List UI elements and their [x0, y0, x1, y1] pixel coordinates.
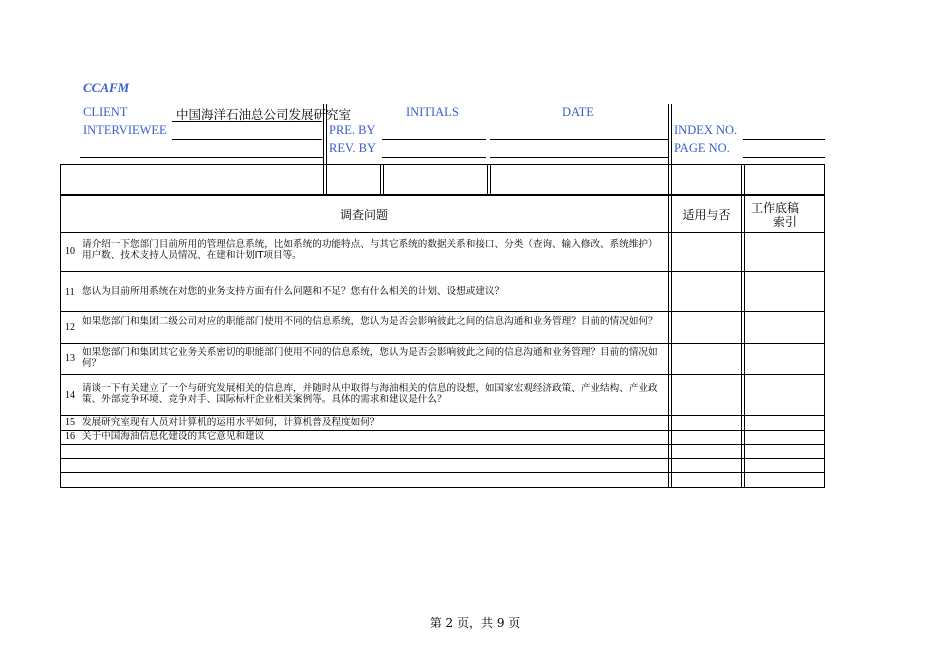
- sig-divider-2b: [490, 164, 491, 195]
- row-number: 15: [65, 417, 75, 428]
- signature-row: [60, 164, 825, 195]
- row-line: [60, 444, 825, 445]
- sig-divider-1b: [383, 164, 384, 195]
- row-line: [60, 271, 825, 272]
- interviewee-label: INTERVIEWEE: [83, 123, 167, 137]
- index-no-line: [743, 139, 825, 140]
- sig-divider-2: [487, 164, 488, 195]
- client-label: CLIENT: [83, 105, 128, 119]
- question-text: 请介绍一下您部门目前所用的管理信息系统，比如系统的功能特点、与其它系统的数据关系和接口、分类（查询、输入修改、系统维护）用户数、技术支持人员情况、在建和计划IT项目等。: [82, 239, 658, 261]
- rev-by-label: REV. BY: [329, 141, 377, 155]
- row-line: [60, 458, 825, 459]
- row-number: 12: [65, 322, 75, 333]
- row-line: [60, 472, 825, 473]
- row-number: 14: [65, 390, 75, 401]
- question-text: 您认为目前所用系统在对您的业务支持方面有什么问题和不足？您有什么相关的计划、设想或建议？: [82, 286, 505, 297]
- initials-label: INITIALS: [406, 105, 459, 119]
- client-underline: [172, 121, 322, 122]
- col-header-ref-line2: 索引: [772, 215, 797, 229]
- header-bottom-line: [60, 232, 825, 233]
- question-text: 关于中国海油信息化建设的其它意见和建议: [82, 431, 265, 442]
- brand-logo-text: CCAFM: [83, 80, 130, 95]
- question-text: 如果您部门和集团其它业务关系密切的职能部门使用不同的信息系统，您认为是否会影响彼此之间的信息沟通和业务管理？目前的情况如何？: [82, 347, 658, 369]
- page-no-label: PAGE NO.: [674, 141, 730, 155]
- row-number: 16: [65, 431, 75, 442]
- pre-by-label: PRE. BY: [329, 123, 376, 137]
- question-text: 如果您部门和集团二级公司对应的职能部门使用不同的信息系统，您认为是否会影响彼此之间的信息沟通和业务管理？目前的情况如何？: [82, 316, 658, 327]
- pre-by-date-line: [490, 139, 668, 140]
- row-number: 13: [65, 353, 75, 364]
- col-header-question: 调查问题: [339, 208, 388, 222]
- pre-by-initials-line: [382, 139, 486, 140]
- date-label: DATE: [562, 105, 594, 119]
- question-text: 请谈一下有关建立了一个与研究发展相关的信息库，并随时从中取得与海油相关的信息的设想，如国家宏观经济政策、产业结构、产业政策、外部竞争环境、竞争对手、国际标杆企业相关案例等。具体的需求和建议是什么？: [82, 383, 658, 405]
- row-line: [60, 415, 825, 416]
- row-line: [60, 374, 825, 375]
- page-footer: 第 2 页，共 9 页: [429, 616, 521, 630]
- rev-by-date-line: [490, 157, 668, 158]
- index-no-label: INDEX NO.: [674, 123, 738, 137]
- question-text: 发展研究室现有人员对计算机的运用水平如何，计算机普及程度如何？: [82, 417, 380, 428]
- rev-by-initials-line: [382, 157, 486, 158]
- row-number: 11: [65, 287, 75, 298]
- page-no-line: [743, 157, 825, 158]
- col-header-ref-line1: 工作底稿: [750, 201, 799, 215]
- row-line: [60, 311, 825, 312]
- col-header-applicable: 适用与否: [682, 208, 731, 222]
- sig-divider-1: [380, 164, 381, 195]
- interviewee-underline: [172, 139, 322, 140]
- left-header-line: [80, 157, 323, 158]
- row-number: 10: [65, 246, 75, 257]
- row-line: [60, 343, 825, 344]
- client-value: 中国海洋石油总公司发展研究室: [176, 107, 352, 122]
